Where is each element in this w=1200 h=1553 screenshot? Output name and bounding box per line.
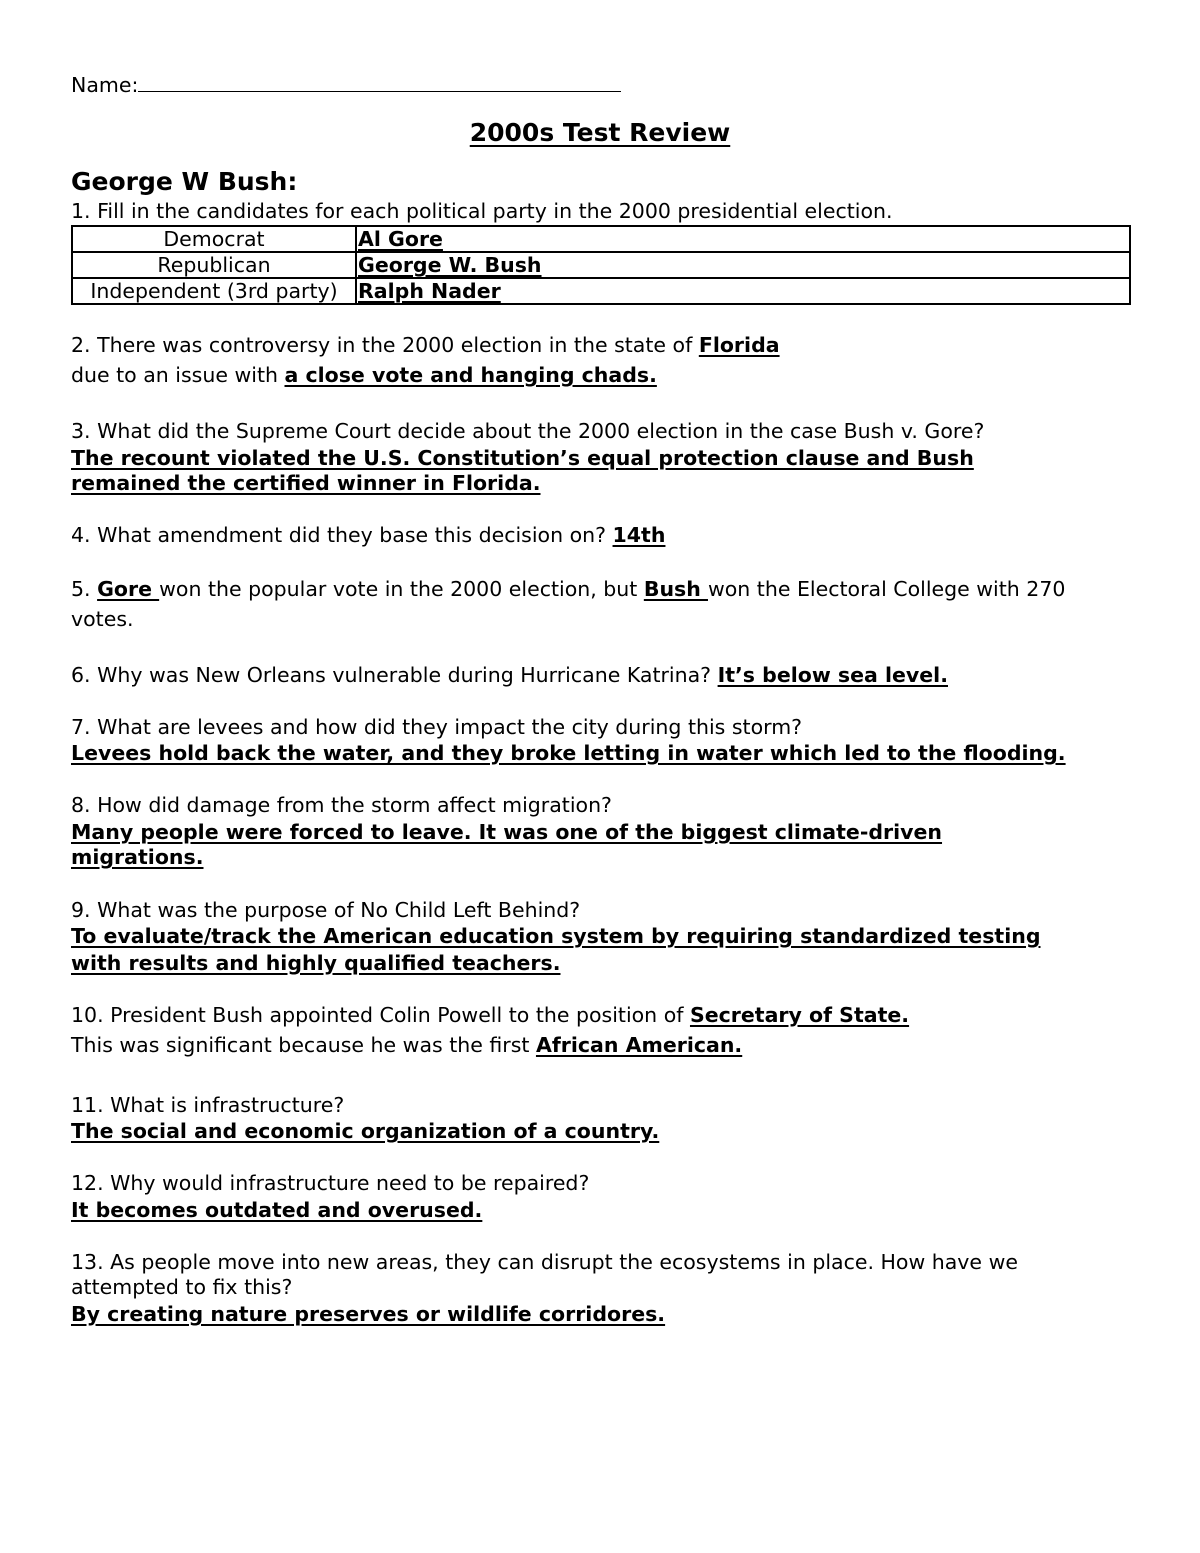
question-11: 11. What is infrastructure?: [71, 1093, 345, 1117]
answer-8-line-1: Many people were forced to leave. It was one of the biggest climate-driven: [71, 820, 943, 844]
candidates-table: [71, 225, 1131, 305]
question-text: won the popular vote in the 2000 election, but: [159, 577, 644, 601]
answer: Bush: [643, 577, 708, 601]
section-heading: George W Bush:: [71, 167, 298, 196]
question-text: due to an issue with: [71, 363, 285, 387]
answer-12: It becomes outdated and overused.: [71, 1198, 483, 1222]
question-13-line-2: attempted to fix this?: [71, 1275, 293, 1299]
answer-13: By creating nature preserves or wildlife corridores.: [71, 1302, 666, 1326]
answer: Secretary of State.: [689, 1003, 910, 1027]
answer-11: The social and economic organization of a country.: [71, 1119, 660, 1143]
question-text: 10. President Bush appointed Colin Powell to the position of: [71, 1003, 690, 1027]
answer-9-line-2: with results and highly qualified teachers.: [71, 951, 561, 975]
question-6: [71, 663, 948, 688]
candidate-cell: Ralph Nader: [356, 278, 1130, 304]
question-2-cont: [71, 363, 657, 388]
answer: African American.: [535, 1033, 743, 1057]
question-1: 1. Fill in the candidates for each political party in the 2000 presidential election.: [71, 199, 893, 223]
question-9: 9. What was the purpose of No Child Left Behind?: [71, 898, 581, 922]
question-4: [71, 523, 665, 548]
party-cell: Democrat: [72, 226, 356, 252]
party-cell: Republican: [72, 252, 356, 278]
answer-8-line-2: migrations.: [71, 845, 204, 869]
table-row: [72, 226, 1130, 252]
question-7: 7. What are levees and how did they impact the city during this storm?: [71, 715, 803, 739]
question-10: [71, 1003, 909, 1028]
answer: a close vote and hanging chads.: [284, 363, 657, 387]
question-12: 12. Why would infrastructure need to be repaired?: [71, 1171, 590, 1195]
candidate-cell: George W. Bush: [356, 252, 1130, 278]
question-text: 6. Why was New Orleans vulnerable during Hurricane Katrina?: [71, 663, 718, 687]
answer: 14th: [612, 523, 666, 547]
question-13-line-1: 13. As people move into new areas, they can disrupt the ecosystems in place. How have we: [71, 1250, 1018, 1274]
question-5-cont: votes.: [71, 607, 134, 631]
answer: Gore: [97, 577, 160, 601]
question-text: 5.: [71, 577, 98, 601]
party-cell: Independent (3rd party): [72, 278, 356, 304]
answer: Florida: [698, 333, 780, 357]
question-text: 4. What amendment did they base this decision on?: [71, 523, 613, 547]
name-label: Name:: [71, 73, 139, 97]
answer-9-line-1: To evaluate/track the American education system by requiring standardized testing: [71, 924, 1041, 948]
question-text: won the Electoral College with 270: [707, 577, 1066, 601]
question-3: 3. What did the Supreme Court decide about the 2000 election in the case Bush v. Gore?: [71, 419, 985, 443]
question-2: [71, 333, 780, 358]
table-row: [72, 278, 1130, 304]
question-8: 8. How did damage from the storm affect migration?: [71, 793, 612, 817]
answer-3-line-1: The recount violated the U.S. Constitution’s equal protection clause and Bush: [71, 446, 974, 470]
document-title: 2000s Test Review: [469, 118, 731, 147]
name-field: [71, 71, 621, 98]
question-10-cont: [71, 1033, 742, 1058]
name-blank-line[interactable]: [138, 71, 621, 92]
question-text: This was significant because he was the first: [71, 1033, 536, 1057]
answer: It’s below sea level.: [717, 663, 948, 687]
candidate-cell: Al Gore: [356, 226, 1130, 252]
question-5: [71, 577, 1065, 602]
answer-3-line-2: remained the certified winner in Florida.: [71, 471, 541, 495]
question-text: 2. There was controversy in the 2000 election in the state of: [71, 333, 699, 357]
table-row: [72, 252, 1130, 278]
answer-7: Levees hold back the water, and they broke letting in water which led to the flooding.: [71, 741, 1066, 765]
